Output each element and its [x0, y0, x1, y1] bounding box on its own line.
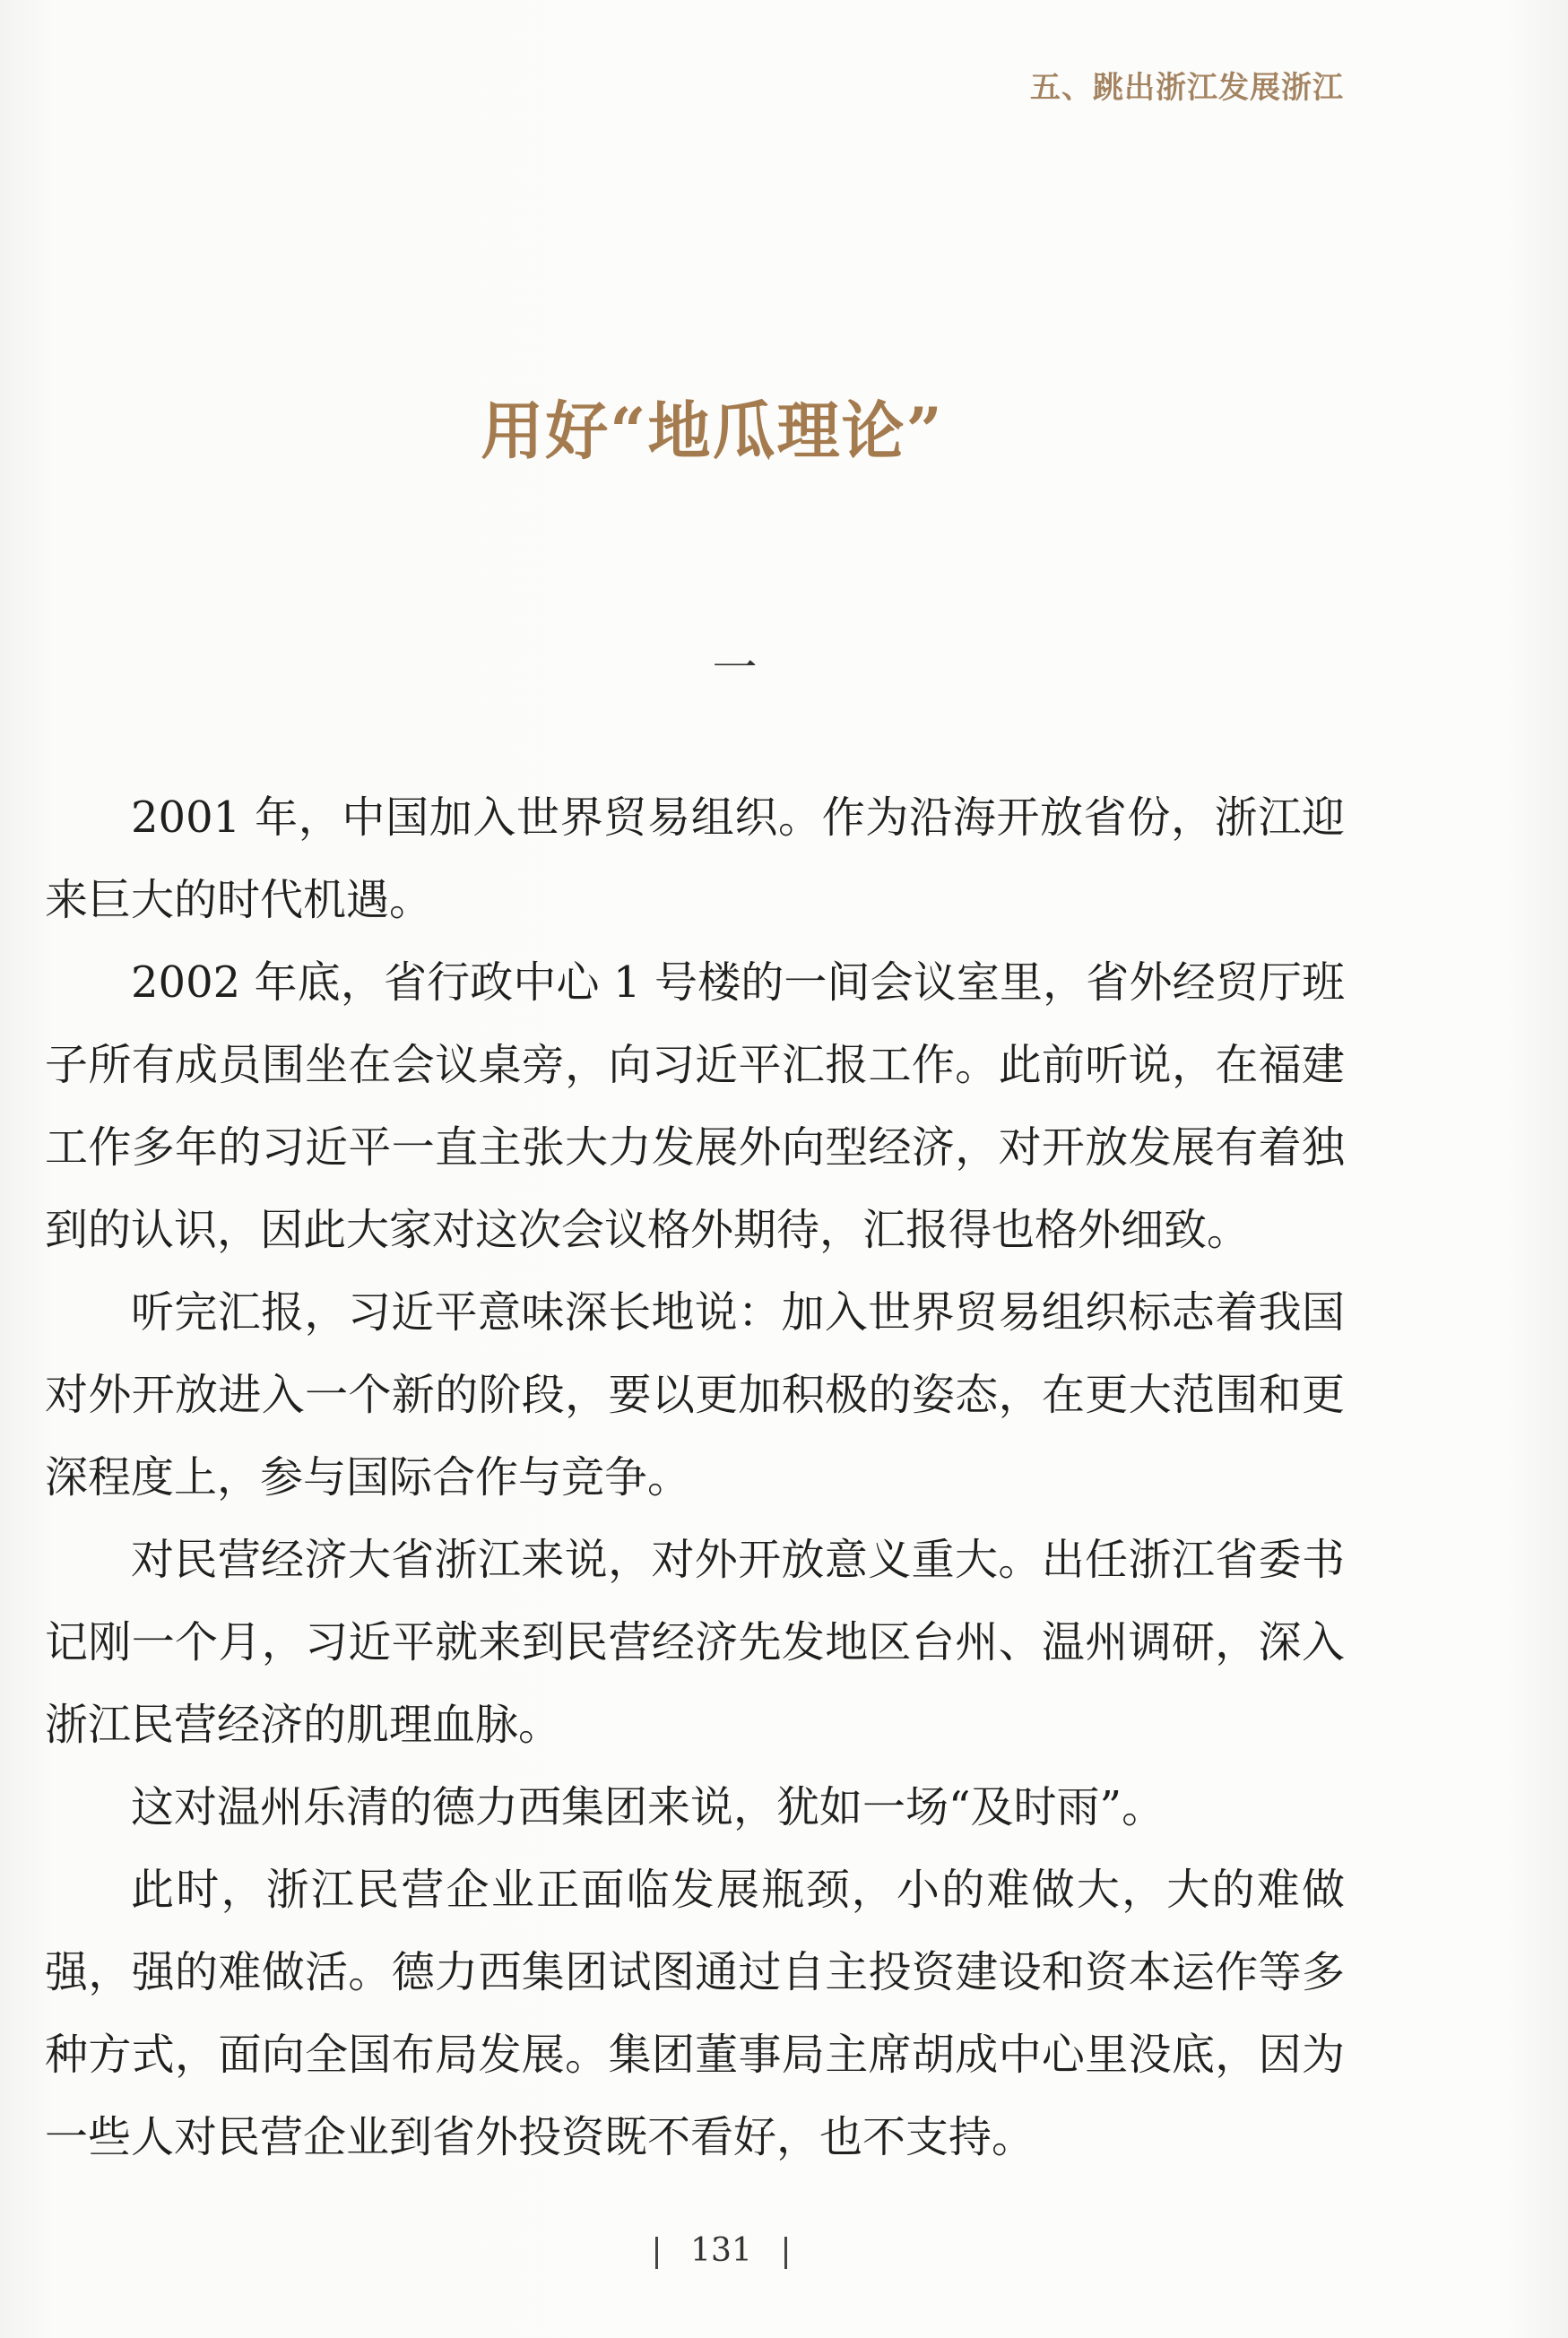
section-number: 一	[712, 642, 758, 694]
running-header: 五、跳出浙江发展浙江	[1030, 70, 1344, 106]
page-footer	[0, 2232, 1568, 2269]
paragraph: 此时，浙江民营企业正面临发展瓶颈，小的难做大，大的难做强，强的难做活。德力西集团试图通过自主投资建设和资本运作等多种方式，面向全国布局发展。集团董事局主席胡成中心里没底，因为一些人对民营企业到省外投资既不看好，也不支持。	[45, 1865, 1345, 2162]
paragraph: 2002 年底，省行政中心 1 号楼的一间会议室里，省外经贸厅班子所有成员围坐在会议桌旁，向习近平汇报工作。此前听说，在福建工作多年的习近平一直主张大力发展外向型经济，对开放发展有着独到的认识，因此大家对这次会议格外期待，汇报得也格外细致。	[45, 957, 1345, 1255]
right-divider	[784, 2237, 787, 2269]
paragraph: 对民营经济大省浙江来说，对外开放意义重大。出任浙江省委书记刚一个月，习近平就来到民营经济先发地区台州、温州调研，深入浙江民营经济的肌理血脉。	[45, 1535, 1345, 1750]
paragraph: 这对温州乐清的德力西集团来说，犹如一场“及时雨”。	[131, 1782, 1165, 1832]
left-divider	[655, 2237, 658, 2269]
paragraph: 2001 年，中国加入世界贸易组织。作为沿海开放省份，浙江迎来巨大的时代机遇。	[45, 792, 1345, 925]
page-number: 131	[690, 2232, 752, 2269]
body-text	[45, 776, 1345, 2178]
chapter-title: 用好“地瓜理论”	[481, 394, 944, 468]
paragraph: 听完汇报，习近平意味深长地说：加入世界贸易组织标志着我国对外开放进入一个新的阶段，要以更加积极的姿态，在更大范围和更深程度上，参与国际合作与竞争。	[45, 1287, 1345, 1502]
